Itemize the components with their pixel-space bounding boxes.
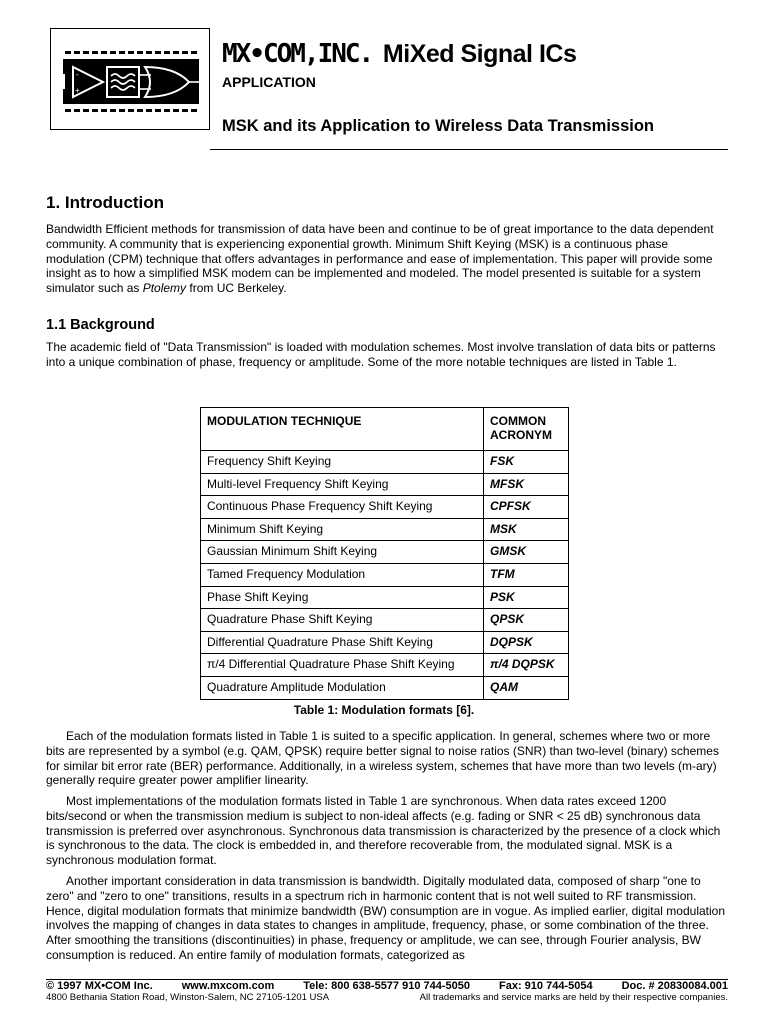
table-header-acronym-line2: ACRONYM <box>490 428 552 442</box>
acronym-cell: CPFSK <box>484 496 569 519</box>
table-row <box>201 496 569 519</box>
table-row <box>201 473 569 496</box>
company-logo <box>50 28 210 130</box>
technique-cell: Multi-level Frequency Shift Keying <box>201 473 484 496</box>
footer-phone: Tele: 800 638-5577 910 744-5050 <box>303 980 470 992</box>
background-paragraph: The academic field of "Data Transmission" is loaded with modulation schemes. Most involve translation of data bits or patterns into a unique combination of phase, frequency or amplitude. Some of the more notable techniques are listed in Table 1. <box>46 340 716 369</box>
footer-trademark: All trademarks and service marks are held by their respective companies. <box>419 992 728 1003</box>
technique-cell: Minimum Shift Keying <box>201 518 484 541</box>
svg-text:-: - <box>76 70 79 79</box>
acronym-cell: TFM <box>484 563 569 586</box>
company-brand <box>222 38 576 69</box>
technique-cell: π/4 Differential Quadrature Phase Shift Keying <box>201 654 484 677</box>
footer-fax: Fax: 910 744-5054 <box>499 980 593 992</box>
acronym-cell: DQPSK <box>484 631 569 654</box>
company-name: MX•COM,INC. <box>222 39 373 69</box>
footer-copyright: © 1997 MX•COM Inc. <box>46 980 153 992</box>
intro-text-part1: Bandwidth Efficient methods for transmission of data have been and continue to be of great importance to the data dependent community. A community that is experiencing exponential growth. Minimum Shift Keying (MSK) is a continuous phase modulation (CPM) technique that offers advantages in performance and ease of implementation. This paper will provide some insight as to how a simplified MSK modem can be implemented and modeled. The model presented is suitable for a system simulator such as <box>46 222 714 296</box>
table-header-acronym <box>484 408 569 451</box>
table-row <box>201 586 569 609</box>
section-heading-background: 1.1 Background <box>46 317 155 333</box>
chip-logo-icon <box>51 29 211 131</box>
technique-cell: Phase Shift Keying <box>201 586 484 609</box>
intro-text-italic: Ptolemy <box>142 281 187 296</box>
technique-cell: Tamed Frequency Modulation <box>201 563 484 586</box>
table-row <box>201 518 569 541</box>
acronym-cell: π/4 DQPSK <box>484 654 569 677</box>
table-header-acronym-line1: COMMON <box>490 414 546 428</box>
acronym-cell: GMSK <box>484 541 569 564</box>
technique-cell: Gaussian Minimum Shift Keying <box>201 541 484 564</box>
intro-paragraph <box>46 222 730 296</box>
technique-cell: Quadrature Phase Shift Keying <box>201 609 484 632</box>
table-header-row <box>201 408 569 451</box>
table-row <box>201 609 569 632</box>
acronym-cell: PSK <box>484 586 569 609</box>
body-paragraph-3: Another important consideration in data transmission is bandwidth. Digitally modulated data, composed of sharp "one to zero" and "zero to one" transitions, results in a spectrum rich in harmonic content that is not well suited to RF transmission. Hence, digital modulation formats that minimize bandwidth (BW) consumption are in vogue. As implied earlier, digital modulation involves the mapping of changes in data states to changes in amplitude, frequency, phase, or some combination of the three. After smoothing the transitions (discontinuities) in phase, frequency or amplitude, we can see, through Fourier analysis, BW consumption is reduced. An entire family of modulation formats, categorized as <box>46 874 726 962</box>
footer-address: 4800 Bethania Station Road, Winston-Salem, NC 27105-1201 USA <box>46 992 330 1003</box>
header-divider <box>210 149 728 150</box>
footer-website[interactable]: www.mxcom.com <box>181 980 275 992</box>
table-caption: Table 1: Modulation formats [6]. <box>293 703 475 717</box>
acronym-cell: QPSK <box>484 609 569 632</box>
footer-doc-number: Doc. # 20830084.001 <box>621 980 728 992</box>
acronym-cell: MSK <box>484 518 569 541</box>
technique-cell: Continuous Phase Frequency Shift Keying <box>201 496 484 519</box>
document-category: APPLICATION <box>222 74 316 90</box>
technique-cell: Differential Quadrature Phase Shift Keying <box>201 631 484 654</box>
table-row <box>201 541 569 564</box>
svg-text:+: + <box>75 86 80 95</box>
footer-address-line <box>46 992 728 1003</box>
acronym-cell: QAM <box>484 676 569 699</box>
body-paragraph-1: Each of the modulation formats listed in Table 1 is suited to a specific application. In general, schemes where two or more bits are represented by a symbol (e.g. QAM, QPSK) require better signal to noise ratios (SNR) than two-level (binary) schemes for similar bit error rate (BER) performance. Additionally, in a wireless system, schemes that have more than two levels (m-ary) generally require greater power amplifier linearity. <box>46 729 719 788</box>
footer-contact-line <box>46 980 728 992</box>
table-row <box>201 451 569 474</box>
section-heading-introduction: 1. Introduction <box>46 193 165 212</box>
table-row <box>201 563 569 586</box>
body-paragraph-2: Most implementations of the modulation formats listed in Table 1 are synchronous. When data rates exceed 1200 bits/second or when the transmission medium is subject to non-ideal affects (e.g. fading or SNR < 25 dB) synchronous data transmission is preferred over asynchronous. Synchronous data transmission is characterized by the presence of a clock which is synchronous to the data. The clock is embedded in, and therefore recoverable from, the modulated signal. MSK is a synchronous modulation format. <box>46 794 721 868</box>
technique-cell: Quadrature Amplitude Modulation <box>201 676 484 699</box>
table-header-technique: MODULATION TECHNIQUE <box>201 408 484 451</box>
intro-text-part2: from UC Berkeley. <box>186 281 287 296</box>
table-row <box>201 631 569 654</box>
document-title: MSK and its Application to Wireless Data Transmission <box>222 117 654 135</box>
modulation-table <box>200 407 569 700</box>
acronym-cell: MFSK <box>484 473 569 496</box>
technique-cell: Frequency Shift Keying <box>201 451 484 474</box>
table-row <box>201 654 569 677</box>
table-row <box>201 676 569 699</box>
company-tagline: MiXed Signal ICs <box>382 40 577 68</box>
acronym-cell: FSK <box>484 451 569 474</box>
